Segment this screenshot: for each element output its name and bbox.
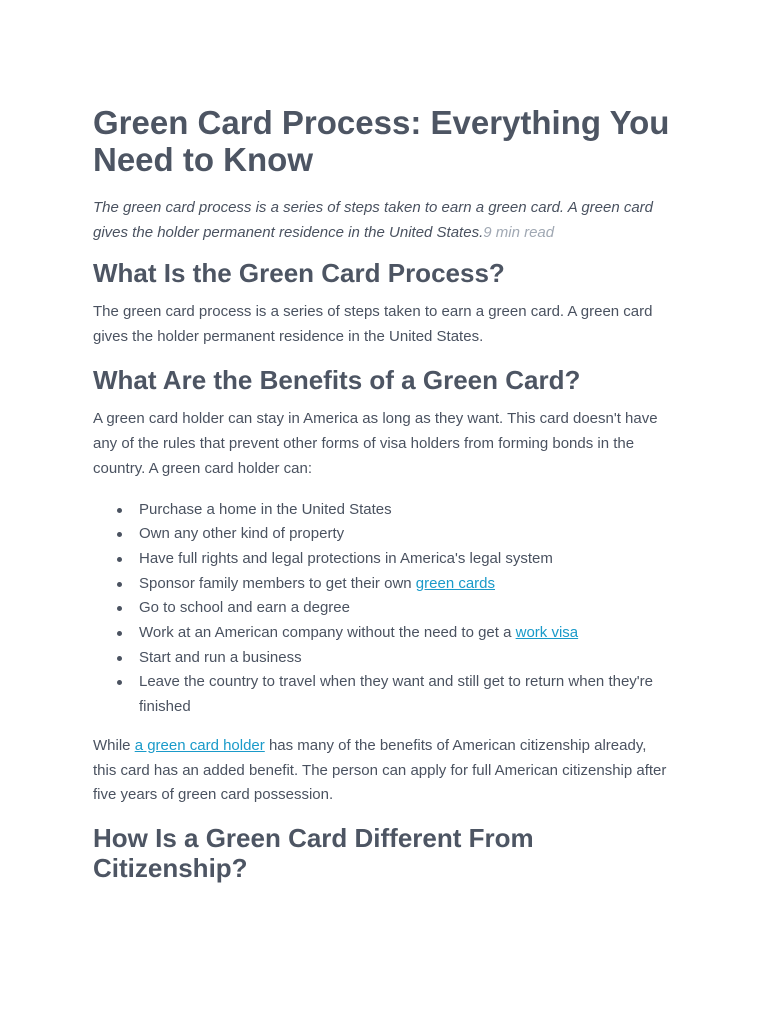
closing-text-post: has many of the benefits of American citizenship already, this card has an added benefit. The person can apply for full American citizenship after five years of green card possession. (93, 736, 667, 804)
list-item (139, 596, 673, 621)
benefits-list (93, 498, 673, 720)
list-item (139, 547, 673, 572)
list-item-text: Go to school and earn a degree (139, 599, 350, 617)
page-title: Green Card Process: Everything You Need to Know (93, 104, 670, 178)
article (93, 104, 673, 883)
green-cards-link[interactable]: green cards (415, 574, 496, 592)
list-item-text: Have full rights and legal protections in America's legal system (139, 549, 553, 567)
green-card-holder-link[interactable]: a green card holder (134, 736, 265, 754)
list-item (139, 646, 673, 671)
closing-text-pre: While (93, 736, 135, 754)
section-heading-green-card-process: What Is the Green Card Process? (93, 258, 505, 288)
lede-text: The green card process is a series of steps taken to earn a green card. A green card gives the holder permanent residence in the United States. (93, 199, 654, 241)
section-body-green-card-process: The green card process is a series of steps taken to earn a green card. A green card gives the holder permanent residence in the United States. (93, 303, 653, 345)
list-item-text: Leave the country to travel when they want and still get to return when they're finished (139, 673, 653, 716)
list-item (139, 572, 673, 597)
list-item (139, 498, 673, 523)
article-lede (93, 196, 673, 245)
read-time: 9 min read (483, 223, 555, 241)
list-item-text: Start and run a business (139, 648, 302, 666)
work-visa-link[interactable]: work visa (515, 624, 579, 642)
section-heading-benefits: What Are the Benefits of a Green Card? (93, 365, 581, 396)
list-item (139, 522, 673, 547)
list-item-text: Work at an American company without the need to get a (139, 624, 516, 642)
list-item (139, 670, 673, 719)
list-item-text: Sponsor family members to get their own (139, 574, 416, 592)
list-item (139, 621, 673, 646)
section-heading-citizenship: How Is a Green Card Different From Citizenship? (93, 822, 534, 883)
section-closing-benefits (93, 734, 673, 808)
list-item-text: Own any other kind of property (139, 525, 345, 543)
section-intro-benefits: A green card holder can stay in America as long as they want. This card doesn't have any of the rules that prevent other forms of visa holders from forming bonds in the country. A green card holder can: (93, 410, 658, 477)
list-item-text: Purchase a home in the United States (139, 500, 392, 518)
